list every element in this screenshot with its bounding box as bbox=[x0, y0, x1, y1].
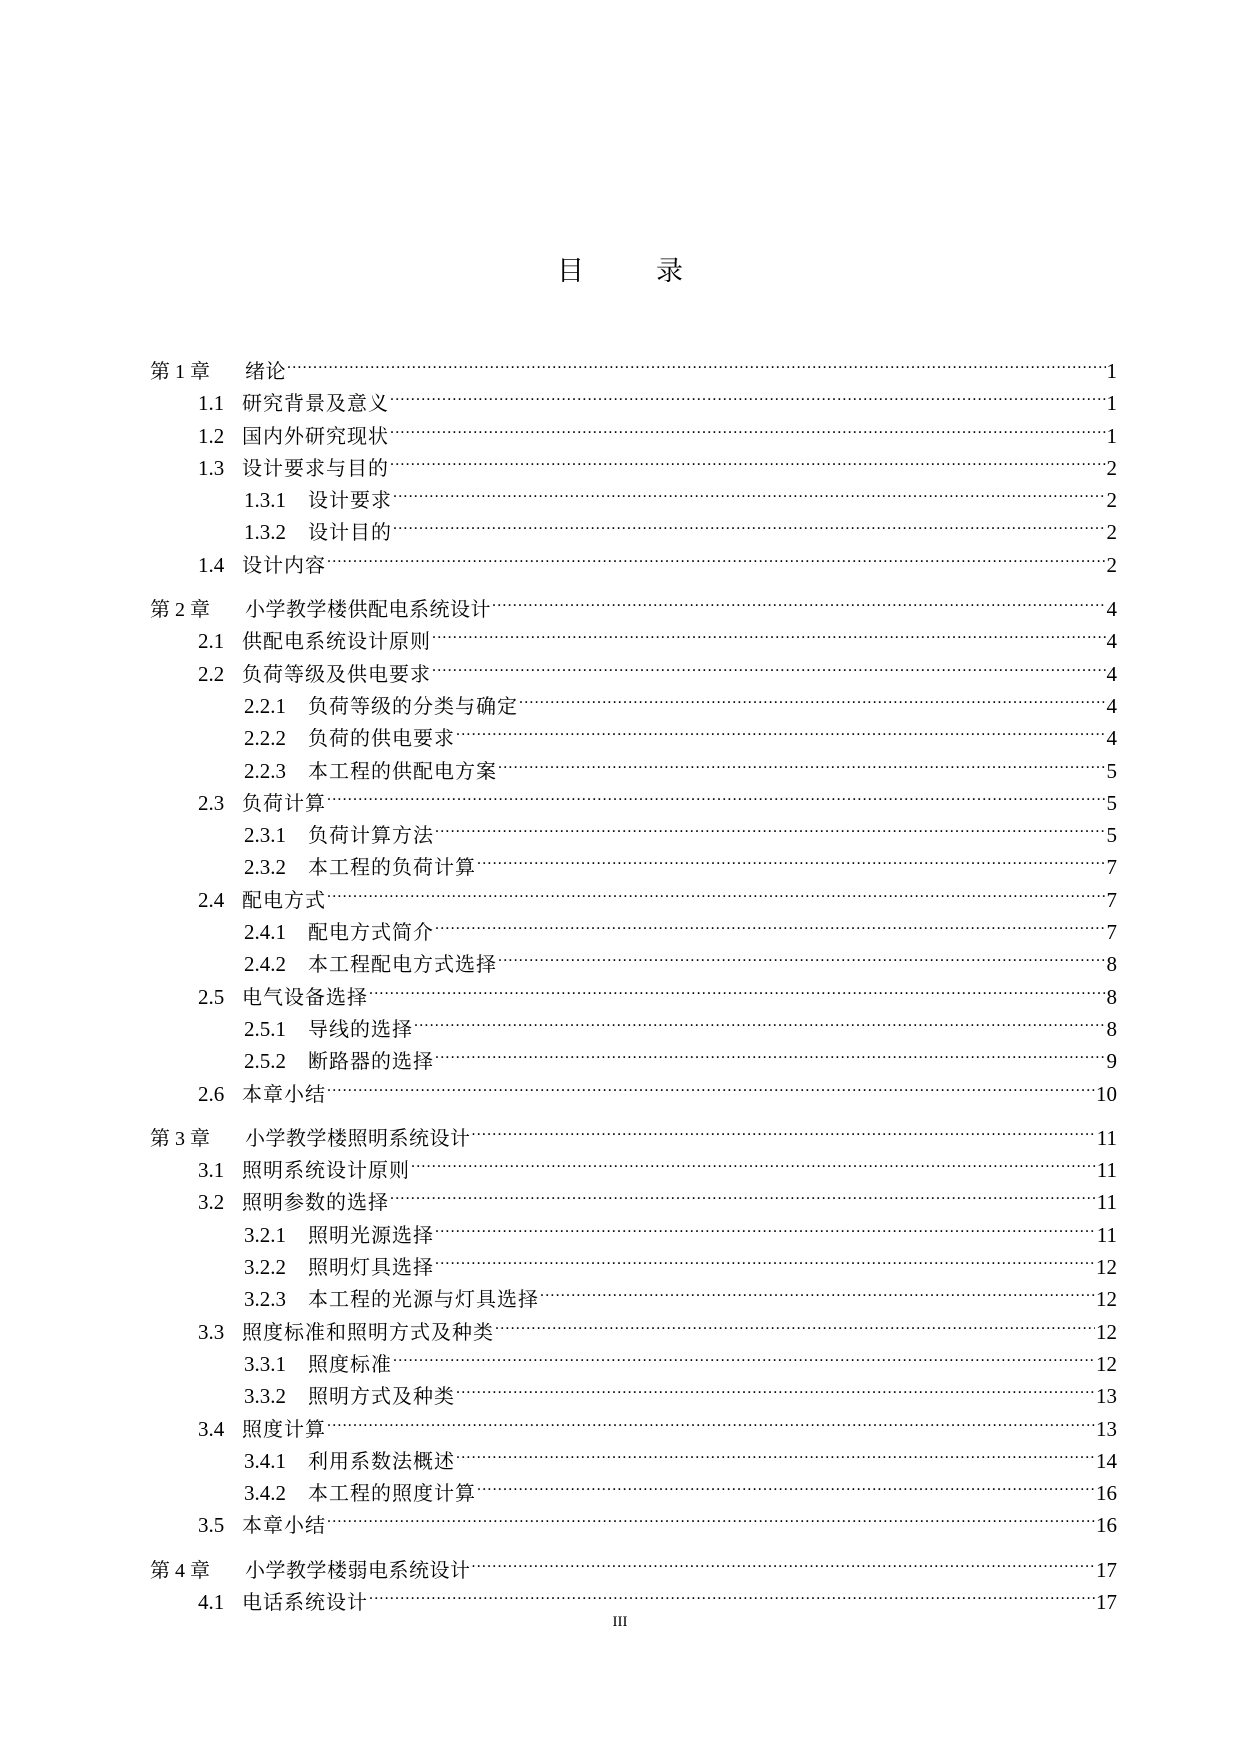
toc-entry-number: 3.2 bbox=[198, 1190, 225, 1215]
toc-entry-number: 2.2.1 bbox=[244, 693, 286, 718]
toc-entry-number: 3.3.2 bbox=[244, 1384, 286, 1409]
toc-entry-number: 2.3.1 bbox=[244, 823, 286, 848]
toc-entry-page: 8 bbox=[1106, 984, 1117, 1009]
toc-entry-title: 设计目的 bbox=[308, 520, 392, 545]
toc-entry-title: 绪论 bbox=[245, 359, 286, 383]
dot-leader bbox=[390, 443, 1106, 475]
toc-entry-title: 照明参数的选择 bbox=[242, 1190, 389, 1215]
toc-entry-page: 2 bbox=[1106, 455, 1117, 480]
toc-entry-number: 2.3 bbox=[198, 790, 225, 815]
toc-entry-title: 负荷的供电要求 bbox=[308, 726, 455, 751]
dot-leader bbox=[495, 1307, 1095, 1339]
toc-entry-title: 本工程的照度计算 bbox=[308, 1481, 476, 1506]
dot-leader bbox=[477, 1468, 1095, 1500]
dot-leader bbox=[393, 507, 1106, 539]
toc-entry-title: 电话系统设计 bbox=[242, 1589, 368, 1614]
toc-entry-title: 国内外研究现状 bbox=[242, 423, 389, 448]
dot-leader bbox=[369, 972, 1106, 1004]
dot-leader bbox=[492, 584, 1106, 616]
toc-entry-title: 设计要求 bbox=[308, 488, 392, 513]
dot-leader bbox=[435, 907, 1106, 939]
dot-leader bbox=[327, 540, 1106, 572]
dot-leader bbox=[435, 810, 1106, 842]
toc-entry-page: 11 bbox=[1096, 1190, 1117, 1215]
toc-entry-number: 第 3 章 bbox=[150, 1127, 210, 1150]
toc-entry-number: 1.3 bbox=[198, 455, 225, 480]
toc-entry-number: 2.2 bbox=[198, 661, 225, 686]
toc-entry-title: 本章小结 bbox=[242, 1513, 326, 1538]
toc-entry-number: 2.4 bbox=[198, 887, 225, 912]
toc-entry-page: 7 bbox=[1106, 855, 1117, 880]
toc-chapter-entry[interactable] bbox=[150, 1113, 1117, 1150]
dot-leader bbox=[435, 1036, 1106, 1068]
toc-chapter-entry[interactable] bbox=[150, 584, 1117, 622]
toc-entry-title: 本工程的光源与灯具选择 bbox=[308, 1287, 539, 1312]
toc-entry-number: 2.2.2 bbox=[244, 726, 286, 751]
toc-entry-title: 导线的选择 bbox=[308, 1016, 413, 1041]
toc-entry-page: 9 bbox=[1106, 1049, 1117, 1074]
toc-entry-number: 3.2.1 bbox=[244, 1222, 286, 1247]
toc-entry-title: 本章小结 bbox=[242, 1081, 326, 1106]
toc-entry-page: 14 bbox=[1096, 1448, 1117, 1473]
toc-entry-number: 1.3.2 bbox=[244, 520, 286, 545]
dot-leader bbox=[432, 649, 1106, 681]
toc-entry-title: 电气设备选择 bbox=[242, 984, 368, 1009]
toc-entry-number: 2.5.2 bbox=[244, 1049, 286, 1074]
dot-leader bbox=[393, 1339, 1095, 1371]
toc-entry-page: 7 bbox=[1106, 920, 1117, 945]
toc-chapter-entry[interactable] bbox=[150, 346, 1117, 383]
toc-entry-page: 5 bbox=[1106, 790, 1117, 815]
dot-leader bbox=[327, 1404, 1095, 1436]
toc-entry-page: 7 bbox=[1106, 887, 1117, 912]
dot-leader bbox=[414, 1004, 1106, 1036]
toc-entry-number: 3.5 bbox=[198, 1513, 225, 1538]
toc-entry-page: 12 bbox=[1096, 1319, 1117, 1344]
toc-entry-number: 3.2.2 bbox=[244, 1255, 286, 1280]
toc-entry-page: 11 bbox=[1096, 1158, 1117, 1183]
toc-entry-page: 4 bbox=[1106, 726, 1117, 751]
toc-entry-title: 利用系数法概述 bbox=[308, 1448, 455, 1473]
toc-entry-number: 3.4.1 bbox=[244, 1448, 286, 1473]
toc-entry-number: 3.3 bbox=[198, 1319, 225, 1344]
dot-leader bbox=[432, 616, 1106, 648]
toc-entry-page: 1 bbox=[1106, 359, 1117, 383]
dot-leader bbox=[477, 842, 1106, 874]
toc-entry-page: 13 bbox=[1096, 1416, 1117, 1441]
dot-leader bbox=[327, 1500, 1095, 1532]
dot-leader bbox=[435, 1242, 1095, 1274]
toc-entry-page: 16 bbox=[1096, 1481, 1117, 1506]
toc-entry-number: 2.2.3 bbox=[244, 758, 286, 783]
toc-entry-title: 小学教学楼弱电系统设计 bbox=[245, 1557, 471, 1582]
dot-leader bbox=[369, 1577, 1095, 1609]
toc-entry-title: 本工程的负荷计算 bbox=[308, 855, 476, 880]
toc-entry-number: 2.6 bbox=[198, 1081, 225, 1106]
toc-entry-page: 2 bbox=[1106, 552, 1117, 577]
toc-entry-title: 负荷等级及供电要求 bbox=[242, 661, 431, 686]
toc-entry-number: 2.4.2 bbox=[244, 952, 286, 977]
page-number: III bbox=[612, 1614, 628, 1630]
toc-entry-number: 第 4 章 bbox=[150, 1559, 210, 1582]
toc-entry-title: 照明方式及种类 bbox=[308, 1384, 455, 1409]
toc-entry-title: 设计内容 bbox=[242, 552, 326, 577]
dot-leader bbox=[327, 778, 1106, 810]
toc-entry-title: 本工程的供配电方案 bbox=[308, 758, 497, 783]
dot-leader bbox=[456, 713, 1106, 745]
toc-chapter-entry[interactable] bbox=[150, 1545, 1117, 1582]
toc-entry-page: 5 bbox=[1106, 758, 1117, 783]
toc-entry-title: 本工程配电方式选择 bbox=[308, 952, 497, 977]
toc-entry-number: 3.1 bbox=[198, 1158, 225, 1183]
dot-leader bbox=[456, 1371, 1095, 1403]
toc-entry-page: 11 bbox=[1096, 1125, 1117, 1150]
dot-leader bbox=[472, 1113, 1096, 1145]
dot-leader bbox=[456, 1436, 1095, 1468]
toc-entry-number: 3.3.1 bbox=[244, 1351, 286, 1376]
toc-entry-page: 12 bbox=[1096, 1351, 1117, 1376]
toc-entry-page: 4 bbox=[1106, 661, 1117, 686]
toc-entry-page: 16 bbox=[1096, 1513, 1117, 1538]
toc-entry-title: 负荷等级的分类与确定 bbox=[308, 693, 518, 718]
toc-entry-page: 17 bbox=[1096, 1589, 1117, 1614]
toc-entry-page: 2 bbox=[1106, 520, 1117, 545]
toc-entry-title: 照度计算 bbox=[242, 1416, 326, 1441]
toc-entry-number: 1.1 bbox=[198, 391, 225, 416]
toc-entry-title: 照度标准和照明方式及种类 bbox=[242, 1319, 494, 1344]
toc-entry-number: 2.5 bbox=[198, 984, 225, 1009]
toc-section-entry[interactable] bbox=[150, 378, 1117, 416]
toc-entry-page: 17 bbox=[1096, 1557, 1117, 1582]
dot-leader bbox=[498, 746, 1106, 778]
toc-entry-page: 4 bbox=[1106, 629, 1117, 654]
dot-leader bbox=[519, 681, 1106, 713]
toc-entry-page: 10 bbox=[1096, 1081, 1117, 1106]
toc-entry-number: 1.2 bbox=[198, 423, 225, 448]
toc-entry-page: 8 bbox=[1106, 1016, 1117, 1041]
dot-leader bbox=[435, 1210, 1096, 1242]
toc-entry-title: 配电方式 bbox=[242, 887, 326, 912]
dot-leader bbox=[411, 1145, 1096, 1177]
toc-entry-number: 第 1 章 bbox=[150, 361, 210, 383]
toc-entry-number: 3.4 bbox=[198, 1416, 225, 1441]
toc-entry-number: 1.4 bbox=[198, 552, 225, 577]
toc-entry-title: 设计要求与目的 bbox=[242, 455, 389, 480]
dot-leader bbox=[327, 875, 1106, 907]
toc-entry-title: 负荷计算 bbox=[242, 790, 326, 815]
toc-entry-page: 1 bbox=[1106, 423, 1117, 448]
toc-entry-title: 照度标准 bbox=[308, 1351, 392, 1376]
toc-entry-page: 12 bbox=[1096, 1287, 1117, 1312]
toc-entry-number: 2.3.2 bbox=[244, 855, 286, 880]
toc-entry-number: 2.4.1 bbox=[244, 920, 286, 945]
table-of-contents bbox=[150, 346, 1117, 1614]
toc-entry-page: 4 bbox=[1106, 693, 1117, 718]
toc-entry-title: 照明光源选择 bbox=[308, 1222, 434, 1247]
dot-leader bbox=[390, 378, 1106, 410]
toc-entry-number: 第 2 章 bbox=[150, 599, 210, 622]
toc-entry-number: 3.4.2 bbox=[244, 1481, 286, 1506]
toc-entry-number: 1.3.1 bbox=[244, 488, 286, 513]
toc-entry-title: 断路器的选择 bbox=[308, 1049, 434, 1074]
toc-entry-page: 11 bbox=[1096, 1222, 1117, 1247]
toc-entry-title: 研究背景及意义 bbox=[242, 391, 389, 416]
toc-entry-page: 12 bbox=[1096, 1255, 1117, 1280]
toc-entry-title: 负荷计算方法 bbox=[308, 823, 434, 848]
toc-entry-title: 照明灯具选择 bbox=[308, 1255, 434, 1280]
toc-entry-title: 照明系统设计原则 bbox=[242, 1158, 410, 1183]
toc-entry-page: 1 bbox=[1106, 391, 1117, 416]
toc-entry-title: 配电方式简介 bbox=[308, 920, 434, 945]
dot-leader bbox=[540, 1274, 1095, 1306]
toc-entry-page: 2 bbox=[1106, 488, 1117, 513]
toc-entry-title: 供配电系统设计原则 bbox=[242, 629, 431, 654]
toc-entry-page: 13 bbox=[1096, 1384, 1117, 1409]
dot-leader bbox=[287, 346, 1106, 378]
dot-leader bbox=[472, 1545, 1096, 1577]
dot-leader bbox=[390, 1177, 1096, 1209]
toc-entry-number: 2.5.1 bbox=[244, 1016, 286, 1041]
toc-entry-number: 4.1 bbox=[198, 1589, 225, 1614]
toc-entry-page: 8 bbox=[1106, 952, 1117, 977]
toc-entry-page: 5 bbox=[1106, 823, 1117, 848]
page-title: 目录 bbox=[557, 256, 755, 287]
toc-entry-number: 2.1 bbox=[198, 629, 225, 654]
dot-leader bbox=[390, 411, 1106, 443]
toc-entry-number: 3.2.3 bbox=[244, 1287, 286, 1312]
toc-entry-title: 小学教学楼照明系统设计 bbox=[245, 1125, 471, 1150]
dot-leader bbox=[393, 475, 1106, 507]
toc-entry-title: 小学教学楼供配电系统设计 bbox=[245, 597, 491, 622]
dot-leader bbox=[498, 939, 1106, 971]
dot-leader bbox=[327, 1069, 1095, 1101]
toc-entry-page: 4 bbox=[1106, 597, 1117, 622]
